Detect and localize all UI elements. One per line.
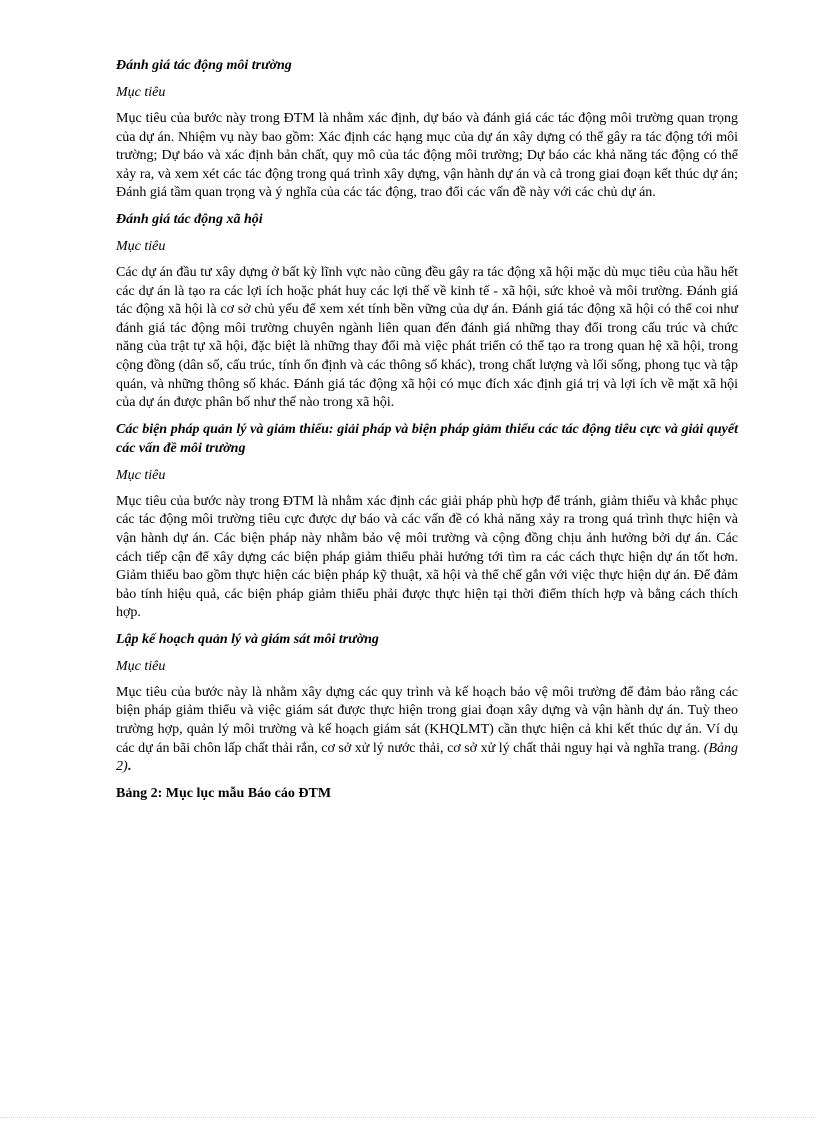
section-social-impact (116, 210, 738, 413)
section-mitigation-measures (116, 420, 738, 623)
section-heading: Lập kế hoạch quản lý và giám sát môi trường (116, 631, 379, 647)
document-page (116, 56, 738, 803)
section-paragraph: Mục tiêu của bước này trong ĐTM là nhằm xác định các giải pháp phù hợp để tránh, giảm thiểu và khắc phục các tác động môi trường tiêu cực được dự báo và các vấn đề có khả năng xảy ra trong quá trình thực hiện và vận hành dự án. Các biện pháp này nhằm bảo vệ môi trường và cộng đồng chịu ảnh hưởng bởi dự án. Các cách tiếp cận để xây dựng các biện pháp giảm thiểu phải hướng tới tìm ra các cách thực hiện dự án tốt hơn. Giảm thiểu bao gồm thực hiện các biện pháp kỹ thuật, xã hội và thể chế gắn với việc thực hiện dự án. Để đảm bảo tính hiệu quả, các biện pháp giảm thiểu phải được thực hiện tại thời điểm thích hợp và bằng cách thích hợp. (116, 493, 738, 621)
paragraph-text: Mục tiêu của bước này là nhằm xây dựng các quy trình và kế hoạch bảo vệ môi trường để đảm bảo rằng các biện pháp giảm thiểu và việc giám sát được thực hiện trong giai đoạn xây dựng và vận hành dự án. Tuỳ theo trường hợp, quản lý môi trường và kế hoạch giám sát (KHQLMT) cần thực hiện cả khi kết thúc dự án. Ví dụ các dự án bãi chôn lấp chất thải rắn, cơ sở xử lý nước thải, cơ sở xử lý chất thải nguy hại và nghĩa trang. (116, 684, 738, 756)
table-caption: Bảng 2: Mục lục mẫu Báo cáo ĐTM (116, 785, 332, 801)
paragraph-end: . (127, 759, 132, 775)
section-subheading: Mục tiêu (116, 85, 166, 100)
section-heading: Đánh giá tác động môi trường (116, 58, 292, 73)
section-paragraph (116, 684, 738, 777)
section-subheading: Mục tiêu (116, 238, 166, 254)
section-environmental-impact (116, 56, 738, 203)
table-reference: (Bảng 2) (116, 740, 739, 775)
section-heading: Các biện pháp quản lý và giảm thiểu: giải pháp và biện pháp giảm thiểu các tác động tiêu cực và giải quyết các vấn đề môi trường (116, 421, 738, 456)
section-subheading: Mục tiêu (116, 467, 166, 483)
section-paragraph: Mục tiêu của bước này trong ĐTM là nhằm xác định, dự báo và đánh giá các tác động môi trường quan trọng của dự án. Nhiệm vụ này bao gồm: Xác định các hạng mục của dự án xây dựng có thể gây ra tác động tới môi trường; Dự báo và xác định bản chất, quy mô của tác động môi trường; Dự báo các khả năng tác động có thể xảy ra, và xem xét các tác động trong quá trình xây dựng, vận hành dự án và cả trong giai đoạn kết thúc dự án; Đánh giá tầm quan trọng và ý nghĩa của các tác động, trao đổi các vấn đề này với các chủ dự án. (116, 111, 738, 201)
page-bottom-rule (0, 1117, 816, 1118)
section-paragraph: Các dự án đầu tư xây dựng ở bất kỳ lĩnh vực nào cũng đều gây ra tác động xã hội mặc dù mục tiêu của hầu hết các dự án là tạo ra các lợi ích hoặc phát huy các lợi thế về kinh tế - xã hội, sức khoẻ và môi trường. Đánh giá tác động xã hội là cơ sở chủ yếu để xem xét tính bền vững của dự án. Đánh giá tác động xã hội có thể coi như đánh giá tác động môi trường chuyên ngành liên quan đến đánh giá những thay đổi trong cấu trúc và chức năng của trật tự xã hội, đặc biệt là những thay đổi mà việc phát triển có thể tạo ra trong quan hệ xã hội, trong cộng đồng (dân số, cấu trúc, tính ổn định và các thông số khác), trong chất lượng và lối sống, phong tục và tập quán, và những thông số khác. Đánh giá tác động xã hội có mục đích xác định giá trị và lợi ích về mặt xã hội của dự án được phân bố như thế nào trong xã hội. (116, 264, 738, 411)
section-heading: Đánh giá tác động xã hội (116, 211, 263, 227)
section-subheading: Mục tiêu (116, 658, 166, 674)
section-management-monitoring (116, 630, 738, 777)
